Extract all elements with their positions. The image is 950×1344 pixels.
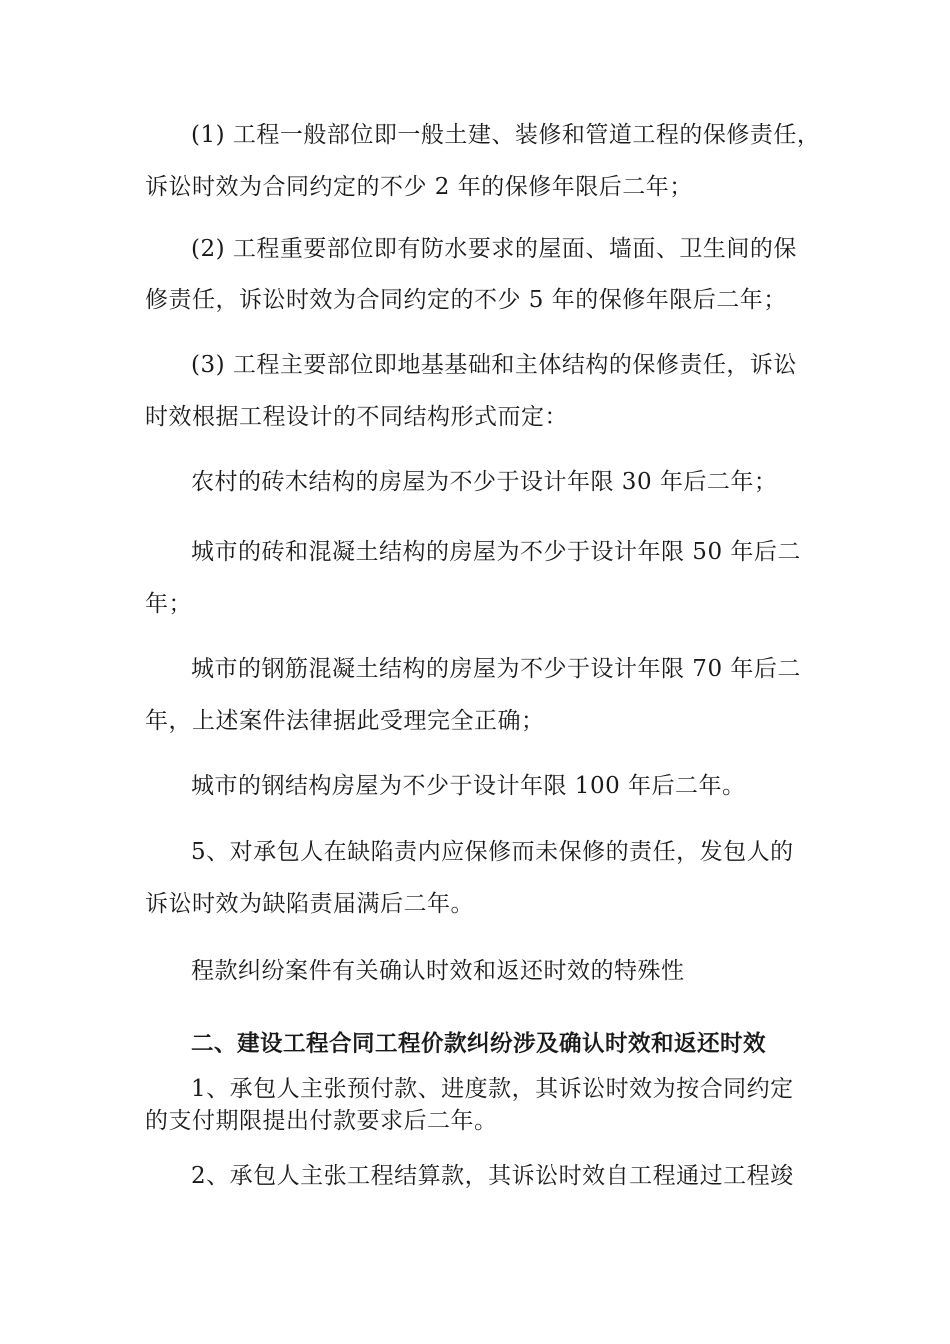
paragraph-line: 1、承包人主张预付款、进度款，其诉讼时效为按合同约定 (191, 1076, 794, 1102)
paragraph-line: (2) 工程重要部位即有防水要求的屋面、墙面、卫生间的保 (191, 236, 797, 262)
paragraph-line: 城市的钢结构房屋为不少于设计年限 100 年后二年。 (191, 773, 746, 799)
paragraph-line: 年； (145, 591, 192, 617)
paragraph-line: 诉讼时效为缺陷责届满后二年。 (145, 891, 474, 917)
paragraph-line: (3) 工程主要部位即地基基础和主体结构的保修责任，诉讼 (191, 352, 797, 378)
paragraph-line: 诉讼时效为合同约定的不少 2 年的保修年限后二年； (145, 174, 693, 200)
paragraph-line: 修责任，诉讼时效为合同约定的不少 5 年的保修年限后二年； (145, 287, 787, 313)
paragraph-line: 城市的钢筋混凝土结构的房屋为不少于设计年限 70 年后二 (191, 656, 801, 682)
paragraph-line: 时效根据工程设计的不同结构形式而定： (145, 404, 568, 430)
paragraph-line: (1) 工程一般部位即一般土建、装修和管道工程的保修责任， (191, 122, 821, 148)
paragraph-line: 程款纠纷案件有关确认时效和返还时效的特殊性 (191, 958, 685, 984)
paragraph-line: 的支付期限提出付款要求后二年。 (145, 1108, 498, 1134)
paragraph-line: 农村的砖木结构的房屋为不少于设计年限 30 年后二年； (191, 469, 778, 495)
paragraph-line: 城市的砖和混凝土结构的房屋为不少于设计年限 50 年后二 (191, 539, 801, 565)
section-heading: 二、建设工程合同工程价款纠纷涉及确认时效和返还时效 (191, 1031, 767, 1057)
paragraph-line: 年，上述案件法律据此受理完全正确； (145, 708, 545, 734)
paragraph-line: 2、承包人主张工程结算款，其诉讼时效自工程通过工程竣 (191, 1163, 794, 1189)
paragraph-line: 5、对承包人在缺陷责内应保修而未保修的责任，发包人的 (191, 839, 794, 865)
